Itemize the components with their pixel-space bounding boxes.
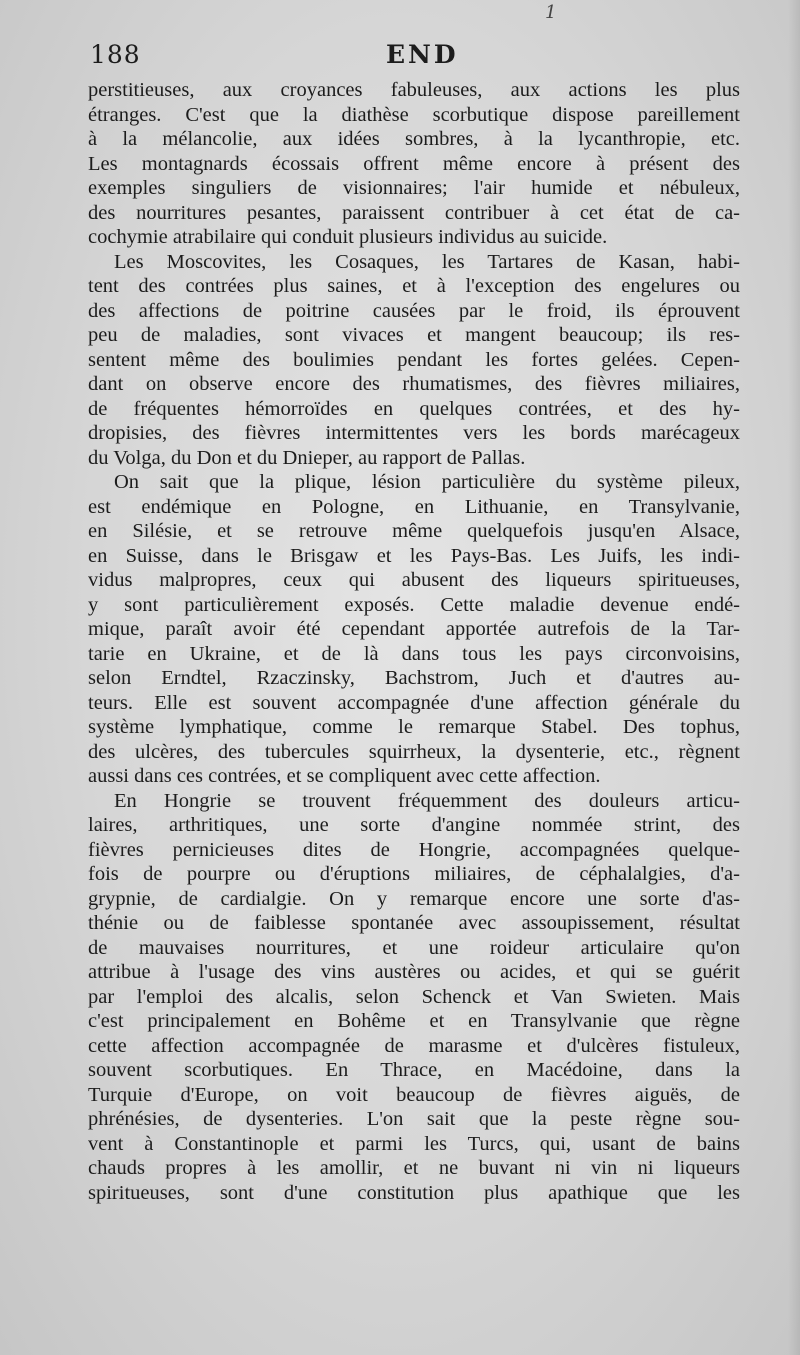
body-text xyxy=(88,78,740,1205)
text-line: attribue à l'usage des vins austères ou acides, et qui se guérit xyxy=(88,961,740,983)
text-line: de fréquentes hémorroïdes en quelques contrées, et des hy- xyxy=(88,397,740,420)
text-line: selon Erndtel, Rzaczinsky, Bachstrom, Juch et d'autres au- xyxy=(88,667,740,689)
text-line: perstitieuses, aux croyances fabuleuses, aux actions les plus xyxy=(88,79,740,101)
text-line: laires, arthritiques, une sorte d'angine nommée strint, des xyxy=(88,814,740,836)
text-line: du Volga, du Don et du Dnieper, au rapport de Pallas. xyxy=(88,446,526,469)
text-line: par l'emploi des alcalis, selon Schenck et Van Swieten. Mais xyxy=(88,985,740,1008)
text-line: souvent scorbutiques. En Thrace, en Macédoine, dans la xyxy=(88,1059,740,1081)
text-line: est endémique en Pologne, en Lithuanie, en Transylvanie, xyxy=(88,495,740,518)
text-line: Les montagnards écossais offrent même encore à présent des xyxy=(88,152,740,175)
text-line: En Hongrie se trouvent fréquemment des douleurs articu- xyxy=(114,789,740,812)
text-line: aussi dans ces contrées, et se compliquent avec cette affection. xyxy=(88,765,601,787)
running-head: END xyxy=(386,40,459,69)
text-line: peu de maladies, sont vivaces et mangent beaucoup; ils res- xyxy=(88,324,740,346)
page-number: 188 xyxy=(90,40,141,69)
text-line: des nourritures pesantes, paraissent contribuer à cet état de ca- xyxy=(88,201,740,224)
text-line: de mauvaises nourritures, et une roideur articulaire qu'on xyxy=(88,936,740,959)
text-line: des affections de poitrine causées par le froid, ils éprouvent xyxy=(88,299,740,322)
text-line: fièvres pernicieuses dites de Hongrie, accompagnées quelque- xyxy=(88,838,740,861)
text-line: système lymphatique, comme le remarque Stabel. Des tophus, xyxy=(88,716,740,738)
text-line: tarie en Ukraine, et de là dans tous les pays circonvoisins, xyxy=(88,642,740,665)
text-line: chauds propres à les amollir, et ne buvant ni vin ni liqueurs xyxy=(88,1157,740,1179)
corner-mark: 1 xyxy=(545,2,557,23)
text-line: dropisies, des fièvres intermittentes vers les bords marécageux xyxy=(88,422,740,444)
page-edge-shadow xyxy=(788,0,800,1355)
text-line: vent à Constantinople et parmi les Turcs, qui, usant de bains xyxy=(88,1132,740,1155)
text-line: exemples singuliers de visionnaires; l'air humide et nébuleux, xyxy=(88,177,740,199)
text-line: tent des contrées plus saines, et à l'exception des engelures ou xyxy=(88,275,740,297)
text-line: Turquie d'Europe, on voit beaucoup de fièvres aiguës, de xyxy=(88,1083,740,1106)
text-line: étranges. C'est que la diathèse scorbutique dispose pareillement xyxy=(88,103,740,126)
text-line: dant on observe encore des rhumatismes, des fièvres miliaires, xyxy=(88,373,740,395)
text-line: en Suisse, dans le Brisgaw et les Pays-Bas. Les Juifs, les indi- xyxy=(88,544,740,567)
text-line: fois de pourpre ou d'éruptions miliaires, de céphalalgies, d'a- xyxy=(88,863,740,885)
text-line: On sait que la plique, lésion particulière du système pileux, xyxy=(114,471,740,493)
text-line: cette affection accompagnée de marasme et d'ulcères fistuleux, xyxy=(88,1034,740,1057)
text-line: sentent même des boulimies pendant les fortes gelées. Cepen- xyxy=(88,348,740,371)
text-line: teurs. Elle est souvent accompagnée d'une affection générale du xyxy=(88,691,740,714)
text-line: c'est principalement en Bohême et en Transylvanie que règne xyxy=(88,1010,740,1032)
text-line: thénie ou de faiblesse spontanée avec assoupissement, résultat xyxy=(88,912,740,934)
text-line: y sont particulièrement exposés. Cette maladie devenue endé- xyxy=(88,593,740,616)
text-line: cochymie atrabilaire qui conduit plusieurs individus au suicide. xyxy=(88,226,608,248)
text-line: mique, paraît avoir été cependant apportée autrefois de la Tar- xyxy=(88,618,740,640)
text-line: Les Moscovites, les Cosaques, les Tartares de Kasan, habi- xyxy=(114,250,740,273)
text-line: en Silésie, et se retrouve même quelquefois jusqu'en Alsace, xyxy=(88,520,740,542)
page-header xyxy=(90,40,738,76)
text-line: phrénésies, de dysenteries. L'on sait que la peste règne sou- xyxy=(88,1108,740,1130)
text-line: spiritueuses, sont d'une constitution plus apathique que les xyxy=(88,1181,740,1204)
text-line: vidus malpropres, ceux qui abusent des liqueurs spiritueuses, xyxy=(88,569,740,591)
text-line: grypnie, de cardialgie. On y remarque encore une sorte d'as- xyxy=(88,887,740,910)
text-line: des ulcères, des tubercules squirrheux, la dysenterie, etc., règnent xyxy=(88,740,740,763)
text-line: à la mélancolie, aux idées sombres, à la lycanthropie, etc. xyxy=(88,128,740,150)
